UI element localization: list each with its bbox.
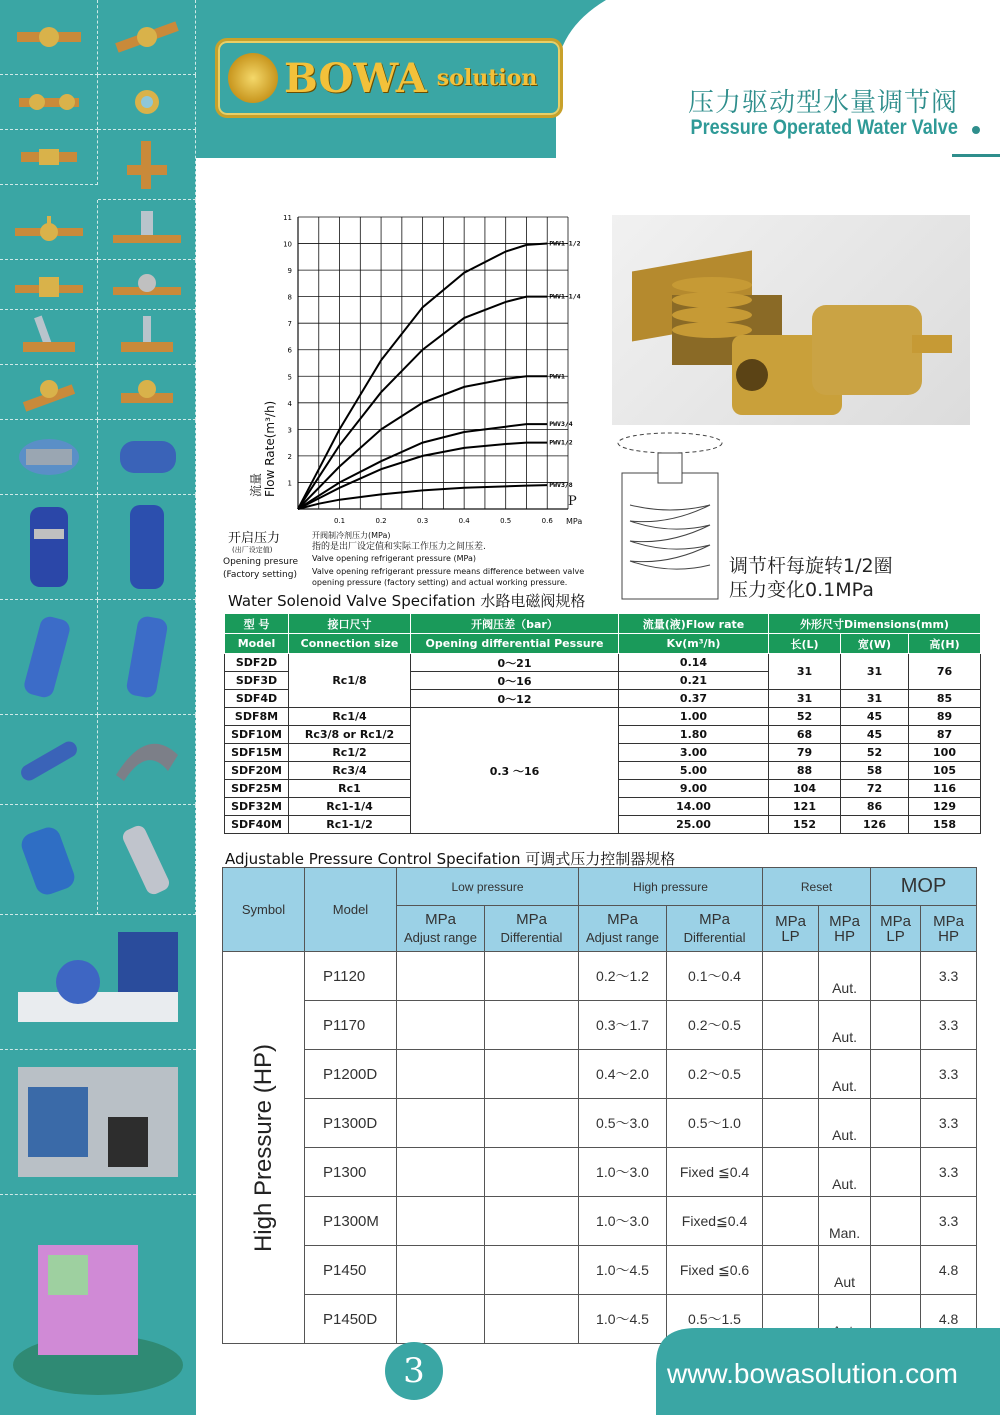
unit-label: MPa: [699, 910, 730, 928]
ppc-model: P1300D: [305, 1099, 397, 1148]
sdf-h: 100: [909, 744, 981, 762]
ppc-hp-diff: Fixed ≦0.4: [667, 1148, 763, 1197]
ppc-mop-hp: 4.8: [921, 1246, 977, 1295]
ppc-group-label: High Pressure (HP): [249, 1043, 277, 1252]
sdf-flow: 14.00: [619, 798, 769, 816]
ppc-hp-diff: 0.5～1.0: [667, 1099, 763, 1148]
ppc-reset-hp: Aut.: [819, 1099, 871, 1148]
x-tick-label: 0.3: [417, 517, 429, 525]
page-number: 3: [385, 1342, 443, 1400]
y-tick-label: 9: [287, 267, 292, 276]
sdf-header-row-en: [225, 634, 981, 654]
note-cn-1: 开阀制冷剂压力(MPa): [312, 531, 391, 540]
unit-label: MPa: [607, 910, 638, 928]
table-row: [223, 1197, 977, 1246]
chart-grid: [298, 217, 568, 509]
y-tick-label: 2: [287, 452, 292, 461]
ppc-reset-lp: [763, 1099, 819, 1148]
container-unit-icon: [8, 1205, 188, 1405]
ppc-model: P1450D: [305, 1295, 397, 1344]
ppc-hp-adjust: 0.4～2.0: [579, 1050, 667, 1099]
ppc-header-reset-lp: [763, 906, 819, 952]
ppc-section-title: Adjustable Pressure Control Specifation 可调式压力控制器规格: [225, 850, 676, 868]
ppc-reset-hp: Aut.: [819, 1050, 871, 1099]
ppc-mop-lp: [871, 952, 921, 1001]
brand-logo: [215, 38, 563, 118]
sdf-w: 45: [841, 726, 909, 744]
table-row: [223, 1050, 977, 1099]
service-valve-icon: [107, 312, 187, 362]
brand-suffix: solution: [436, 65, 538, 91]
ppc-model: P1300: [305, 1148, 397, 1197]
sdf-h: 158: [909, 816, 981, 834]
sdf-pressure: 0～16: [411, 672, 619, 690]
ppc-model: P1200D: [305, 1050, 397, 1099]
condensing-unit-icon: [8, 1057, 188, 1187]
website-link[interactable]: www.bowasolution.com: [666, 1358, 958, 1389]
sdf-flow: 1.80: [619, 726, 769, 744]
series-label: PWV1/2: [549, 438, 573, 447]
sdf-model: SDF32M: [225, 798, 289, 816]
ppc-mop-hp: 3.3: [921, 1001, 977, 1050]
thumb-ball-valve: [0, 200, 98, 260]
ppc-hp-diff: Fixed≦0.4: [667, 1197, 763, 1246]
ppc-header-symbol: Symbol: [223, 868, 305, 952]
ppc-hp-diff: 0.5～1.5: [667, 1295, 763, 1344]
y-axis-label: Flow Rate(m³/h): [263, 400, 277, 497]
sdf-model: SDF40M: [225, 816, 289, 834]
sdf-header-conn-cn: 接口尺寸: [289, 614, 411, 634]
ppc-mop-hp: 3.3: [921, 1099, 977, 1148]
ppc-reset-lp: [763, 1246, 819, 1295]
sdf-h: 89: [909, 708, 981, 726]
sdf-header-pressure-cn: 开阀压差（bar）: [411, 614, 619, 634]
vertical-receiver-icon: [112, 499, 182, 595]
ppc-reset-hp: Aut: [819, 1246, 871, 1295]
sdf-l: 31: [769, 654, 841, 690]
ppc-model: P1170: [305, 1001, 397, 1050]
thumb-refrigeration-rack: [0, 915, 196, 1050]
ppc-header-hp-diff: [667, 906, 763, 952]
note-cn-2: 指的是出厂设定值和实际工作压力之间压差.: [312, 542, 486, 552]
filter-icon: [9, 137, 89, 177]
drier-icon: [14, 607, 84, 707]
solenoid-valve-spec-table: [224, 613, 981, 834]
thumb-receiver: [98, 420, 196, 495]
sdf-conn: Rc1-1/2: [289, 816, 411, 834]
ppc-mop-lp: [871, 1246, 921, 1295]
ppc-lp-adjust: [397, 1001, 485, 1050]
logo-emblem-icon: [228, 53, 278, 103]
y-tick-label: 8: [287, 293, 292, 302]
refrigeration-rack-icon: [8, 922, 188, 1042]
ppc-lp-diff: [485, 1099, 579, 1148]
sdf-conn: Rc1/4: [289, 708, 411, 726]
thumb-service-valve-2: [98, 310, 196, 365]
check-valve-icon: [9, 82, 89, 122]
sub-label: HP: [938, 927, 959, 945]
x-tick-label: 0.2: [375, 517, 387, 525]
ppc-mop-lp: [871, 1099, 921, 1148]
sdf-flow: 0.14: [619, 654, 769, 672]
oil-separator-icon: [6, 427, 92, 487]
sdf-header-h: 高(H): [909, 634, 981, 654]
thumb-service-valve: [0, 310, 98, 365]
drier-icon: [112, 607, 182, 707]
table-row: [225, 708, 981, 726]
thumb-accumulator: [0, 495, 98, 600]
sdf-model: SDF15M: [225, 744, 289, 762]
adjustment-note: [729, 554, 893, 602]
series-label: PWV3/8: [549, 481, 573, 490]
valve-cross-section-diagram: [600, 425, 740, 605]
ball-valve-icon: [9, 210, 89, 250]
ppc-header-lp-diff: [485, 906, 579, 952]
sdf-w: 52: [841, 744, 909, 762]
ppc-lp-diff: [485, 1050, 579, 1099]
sdf-l: 104: [769, 780, 841, 798]
note-en-3: opening pressure (factory setting) and actual working pressure.: [312, 578, 568, 587]
sdf-model: SDF4D: [225, 690, 289, 708]
thumb-condensing-unit: [0, 1050, 196, 1195]
sdf-l: 88: [769, 762, 841, 780]
origin-label-cn: 开启压力: [228, 531, 281, 546]
x-axis-symbol: P: [568, 494, 577, 509]
sdf-conn: Rc1/2: [289, 744, 411, 762]
sdf-model: SDF3D: [225, 672, 289, 690]
sdf-model: SDF25M: [225, 780, 289, 798]
globe-valve-icon: [9, 367, 89, 417]
thumb-solenoid-valve: [98, 200, 196, 260]
sdf-header-conn: Connection size: [289, 634, 411, 654]
thumb-drier-2: [98, 600, 196, 715]
sub-label: LP: [781, 927, 800, 945]
accumulator-icon: [14, 499, 84, 595]
ppc-hp-diff: Fixed ≦0.6: [667, 1246, 763, 1295]
moisture-indicator-icon: [107, 82, 187, 122]
sdf-flow: 0.37: [619, 690, 769, 708]
ppc-mop-hp: 4.8: [921, 1295, 977, 1344]
sub-label: HP: [834, 927, 855, 945]
y-tick-label: 11: [283, 214, 292, 222]
expansion-valve-icon: [107, 265, 187, 305]
sdf-w: 31: [841, 690, 909, 708]
thumb-shutoff-valve: [0, 260, 98, 310]
thumb-filter-shell: [98, 715, 196, 805]
series-label: PWV3/4: [549, 420, 573, 429]
thumb-filter: [0, 130, 98, 185]
ppc-mop-hp: 3.3: [921, 1050, 977, 1099]
series-label: PWV1: [549, 372, 565, 381]
sdf-pressure: 0～12: [411, 690, 619, 708]
ppc-mop-lp: [871, 1001, 921, 1050]
title-underline: [952, 154, 1000, 157]
ppc-reset-lp: [763, 952, 819, 1001]
ppc-header-mop: MOP: [871, 868, 977, 906]
ppc-header-mop-hp: [921, 906, 977, 952]
ppc-reset-lp: [763, 1148, 819, 1197]
sdf-model: SDF2D: [225, 654, 289, 672]
unit-label: MPa: [425, 910, 456, 928]
thumb-filter-drier: [0, 715, 98, 805]
sdf-header-model-cn: 型 号: [225, 614, 289, 634]
table-row: [223, 952, 977, 1001]
sdf-header-l: 长(L): [769, 634, 841, 654]
x-tick-label: 0.1: [333, 517, 346, 525]
ppc-lp-diff: [485, 1001, 579, 1050]
liquid-filter-icon: [104, 815, 190, 905]
unit-label: MPa: [880, 912, 911, 930]
ppc-header-lp-adjust: [397, 906, 485, 952]
x-tick-label: 0.5: [500, 517, 512, 525]
sub-label: Differential: [683, 929, 746, 945]
unit-label: MPa: [829, 912, 860, 930]
ppc-reset-hp: Aut.: [819, 952, 871, 1001]
solenoid-valve-icon: [107, 205, 187, 255]
filter-shell-icon: [104, 725, 190, 795]
pressure-control-spec-table: [222, 867, 977, 1344]
sdf-h: 85: [909, 690, 981, 708]
ppc-lp-adjust: [397, 952, 485, 1001]
sdf-flow: 5.00: [619, 762, 769, 780]
sdf-flow: 3.00: [619, 744, 769, 762]
heat-exchanger-icon: [6, 815, 92, 905]
sdf-conn: Rc3/8 or Rc1/2: [289, 726, 411, 744]
sub-label: Differential: [500, 929, 563, 945]
thumb-moisture-indicator: [98, 75, 196, 130]
ppc-header-reset-hp: [819, 906, 871, 952]
receiver-icon: [104, 427, 190, 487]
x-tick-label: 0.6: [541, 517, 553, 525]
ppc-reset-hp: Man.: [819, 1197, 871, 1246]
sdf-w: 45: [841, 708, 909, 726]
ppc-mop-hp: 3.3: [921, 1197, 977, 1246]
sdf-conn: Rc3/4: [289, 762, 411, 780]
ppc-lp-adjust: [397, 1148, 485, 1197]
table-row: [223, 1099, 977, 1148]
sdf-w: 31: [841, 654, 909, 690]
angle-valve-icon: [107, 135, 187, 195]
sdf-header-w: 宽(W): [841, 634, 909, 654]
chart-series: [298, 240, 581, 509]
ppc-reset-lp: [763, 1001, 819, 1050]
sdf-h: 105: [909, 762, 981, 780]
sdf-header-dims: 外形尺寸Dimensions(mm): [769, 614, 981, 634]
thumb-brass-fitting: [0, 0, 98, 75]
sdf-flow: 0.21: [619, 672, 769, 690]
water-valve-image: [612, 215, 970, 425]
y-axis-label-cn: 流量: [249, 472, 263, 497]
table-row: [223, 1001, 977, 1050]
ppc-hp-adjust: 1.0～3.0: [579, 1197, 667, 1246]
sdf-flow: 25.00: [619, 816, 769, 834]
service-valve-icon: [9, 312, 89, 362]
y-tick-label: 5: [287, 373, 292, 382]
thumb-sight-glass: [98, 0, 196, 75]
thumb-expansion-valve: [98, 260, 196, 310]
origin-label-cn-sub: (出厂设定值): [232, 546, 273, 554]
sdf-pressure: 0～21: [411, 654, 619, 672]
thumb-globe-valve: [0, 365, 98, 420]
x-axis-unit: MPa: [566, 517, 583, 526]
sdf-header-flow: Kv(m³/h): [619, 634, 769, 654]
ppc-model: P1450: [305, 1246, 397, 1295]
ppc-mop-lp: [871, 1050, 921, 1099]
sdf-l: 31: [769, 690, 841, 708]
flow-rate-chart: [222, 205, 602, 590]
brass-fitting-icon: [9, 12, 89, 62]
thumb-liquid-filter: [98, 805, 196, 915]
thumb-heat-exchanger: [0, 805, 98, 915]
ppc-lp-adjust: [397, 1197, 485, 1246]
sdf-h: 87: [909, 726, 981, 744]
ppc-header-model: Model: [305, 868, 397, 952]
product-sidebar: [0, 0, 196, 1415]
unit-label: MPa: [775, 912, 806, 930]
y-tick-label: 4: [287, 399, 292, 408]
sdf-w: 58: [841, 762, 909, 780]
ppc-model: P1300M: [305, 1197, 397, 1246]
sdf-section-title: Water Solenoid Valve Specifation 水路电磁阀规格: [228, 592, 586, 610]
valve-photo: [612, 215, 970, 425]
sdf-header-pressure: Opening differential Pessure: [411, 634, 619, 654]
thumb-container-unit: [0, 1195, 196, 1415]
sub-label: LP: [886, 927, 905, 945]
table-row: [223, 1246, 977, 1295]
note-en-1: Valve opening refrigerant pressure (MPa): [312, 554, 476, 563]
ppc-group-cell: [223, 952, 305, 1344]
table-row: [225, 654, 981, 672]
y-tick-label: 10: [283, 240, 292, 249]
page-title-cn: 压力驱动型水量调节阀: [687, 88, 958, 118]
ppc-reset-lp: [763, 1197, 819, 1246]
sdf-h: 129: [909, 798, 981, 816]
ppc-header-high: High pressure: [579, 868, 763, 906]
ppc-reset-hp: Aut.: [819, 1001, 871, 1050]
ppc-hp-adjust: 0.2～1.2: [579, 952, 667, 1001]
ppc-lp-diff: [485, 1246, 579, 1295]
sdf-l: 68: [769, 726, 841, 744]
unit-label: MPa: [933, 912, 964, 930]
series-label: PWV1-1/4: [549, 292, 581, 301]
ppc-lp-adjust: [397, 1246, 485, 1295]
ppc-reset-hp: Aut.: [819, 1148, 871, 1197]
sub-label: Adjust range: [586, 929, 660, 945]
y-tick-label: 7: [287, 320, 292, 329]
adjustment-note-line2: 压力变化0.1MPa: [729, 579, 874, 601]
ppc-reset-lp: [763, 1050, 819, 1099]
sdf-l: 152: [769, 816, 841, 834]
ppc-header-mop-lp: [871, 906, 921, 952]
ppc-hp-adjust: 0.5～3.0: [579, 1099, 667, 1148]
ppc-lp-diff: [485, 1148, 579, 1197]
globe-valve-icon: [107, 367, 187, 417]
ppc-header-low: Low pressure: [397, 868, 579, 906]
thumb-vertical-receiver: [98, 495, 196, 600]
sub-label: Adjust range: [404, 929, 477, 945]
note-en-2: Valve opening refrigerant pressure means difference between valve: [312, 567, 585, 576]
shutoff-valve-icon: [9, 265, 89, 305]
page-title-en: Pressure Operated Water Valve: [690, 116, 958, 139]
ppc-header-hp-adjust: [579, 906, 667, 952]
ppc-hp-diff: 0.2～0.5: [667, 1001, 763, 1050]
sdf-w: 86: [841, 798, 909, 816]
ppc-lp-diff: [485, 952, 579, 1001]
thumb-oil-separator: [0, 420, 98, 495]
ppc-hp-adjust: 1.0～3.0: [579, 1148, 667, 1197]
thumb-angle-valve: [98, 130, 196, 200]
ppc-hp-adjust: 0.3～1.7: [579, 1001, 667, 1050]
ppc-hp-diff: 0.1～0.4: [667, 952, 763, 1001]
ppc-hp-adjust: 1.0～4.5: [579, 1295, 667, 1344]
sdf-w: 72: [841, 780, 909, 798]
sdf-conn: Rc1: [289, 780, 411, 798]
sdf-l: 121: [769, 798, 841, 816]
ppc-hp-diff: 0.2～0.5: [667, 1050, 763, 1099]
sdf-pressure: 0.3 ～16: [411, 708, 619, 834]
filter-drier-icon: [6, 725, 92, 795]
sdf-h: 76: [909, 654, 981, 690]
thumb-globe-valve-2: [98, 365, 196, 420]
origin-label-en2: (Factory setting): [223, 570, 297, 580]
sdf-l: 79: [769, 744, 841, 762]
ppc-lp-adjust: [397, 1099, 485, 1148]
y-tick-label: 1: [287, 479, 292, 488]
sdf-l: 52: [769, 708, 841, 726]
adjustment-note-line1: 调节杆每旋转1/2圈: [729, 555, 893, 577]
table-row: [223, 1148, 977, 1197]
unit-label: MPa: [516, 910, 547, 928]
y-tick-label: 3: [287, 426, 292, 435]
origin-label-en: Opening presure: [223, 557, 299, 567]
thumb-drier: [0, 600, 98, 715]
ppc-lp-diff: [485, 1197, 579, 1246]
chart-ticks: [283, 214, 553, 525]
ppc-header-row-1: [223, 868, 977, 906]
sdf-conn: Rc1-1/4: [289, 798, 411, 816]
x-tick-label: 0.4: [458, 517, 470, 525]
sdf-flow: 9.00: [619, 780, 769, 798]
sdf-conn: Rc1/8: [289, 654, 411, 708]
sdf-w: 126: [841, 816, 909, 834]
sdf-header-flow-cn: 流量(液)Flow rate: [619, 614, 769, 634]
sdf-header-row-cn: [225, 614, 981, 634]
brand-name: BOWA: [284, 54, 427, 102]
y-tick-label: 6: [287, 346, 292, 355]
sdf-model: SDF20M: [225, 762, 289, 780]
sdf-model: SDF8M: [225, 708, 289, 726]
sdf-flow: 1.00: [619, 708, 769, 726]
thumb-check-valve: [0, 75, 98, 130]
ppc-header-reset: Reset: [763, 868, 871, 906]
ppc-lp-adjust: [397, 1050, 485, 1099]
sdf-model: SDF10M: [225, 726, 289, 744]
ppc-mop-lp: [871, 1197, 921, 1246]
ppc-mop-lp: [871, 1148, 921, 1197]
ppc-mop-hp: 3.3: [921, 1148, 977, 1197]
sdf-header-model: Model: [225, 634, 289, 654]
sdf-h: 116: [909, 780, 981, 798]
series-label: PWV1-1/2: [549, 239, 581, 248]
ppc-hp-adjust: 1.0～4.5: [579, 1246, 667, 1295]
ppc-model: P1120: [305, 952, 397, 1001]
sight-glass-icon: [107, 12, 187, 62]
title-bullet-icon: [972, 126, 980, 134]
ppc-mop-hp: 3.3: [921, 952, 977, 1001]
